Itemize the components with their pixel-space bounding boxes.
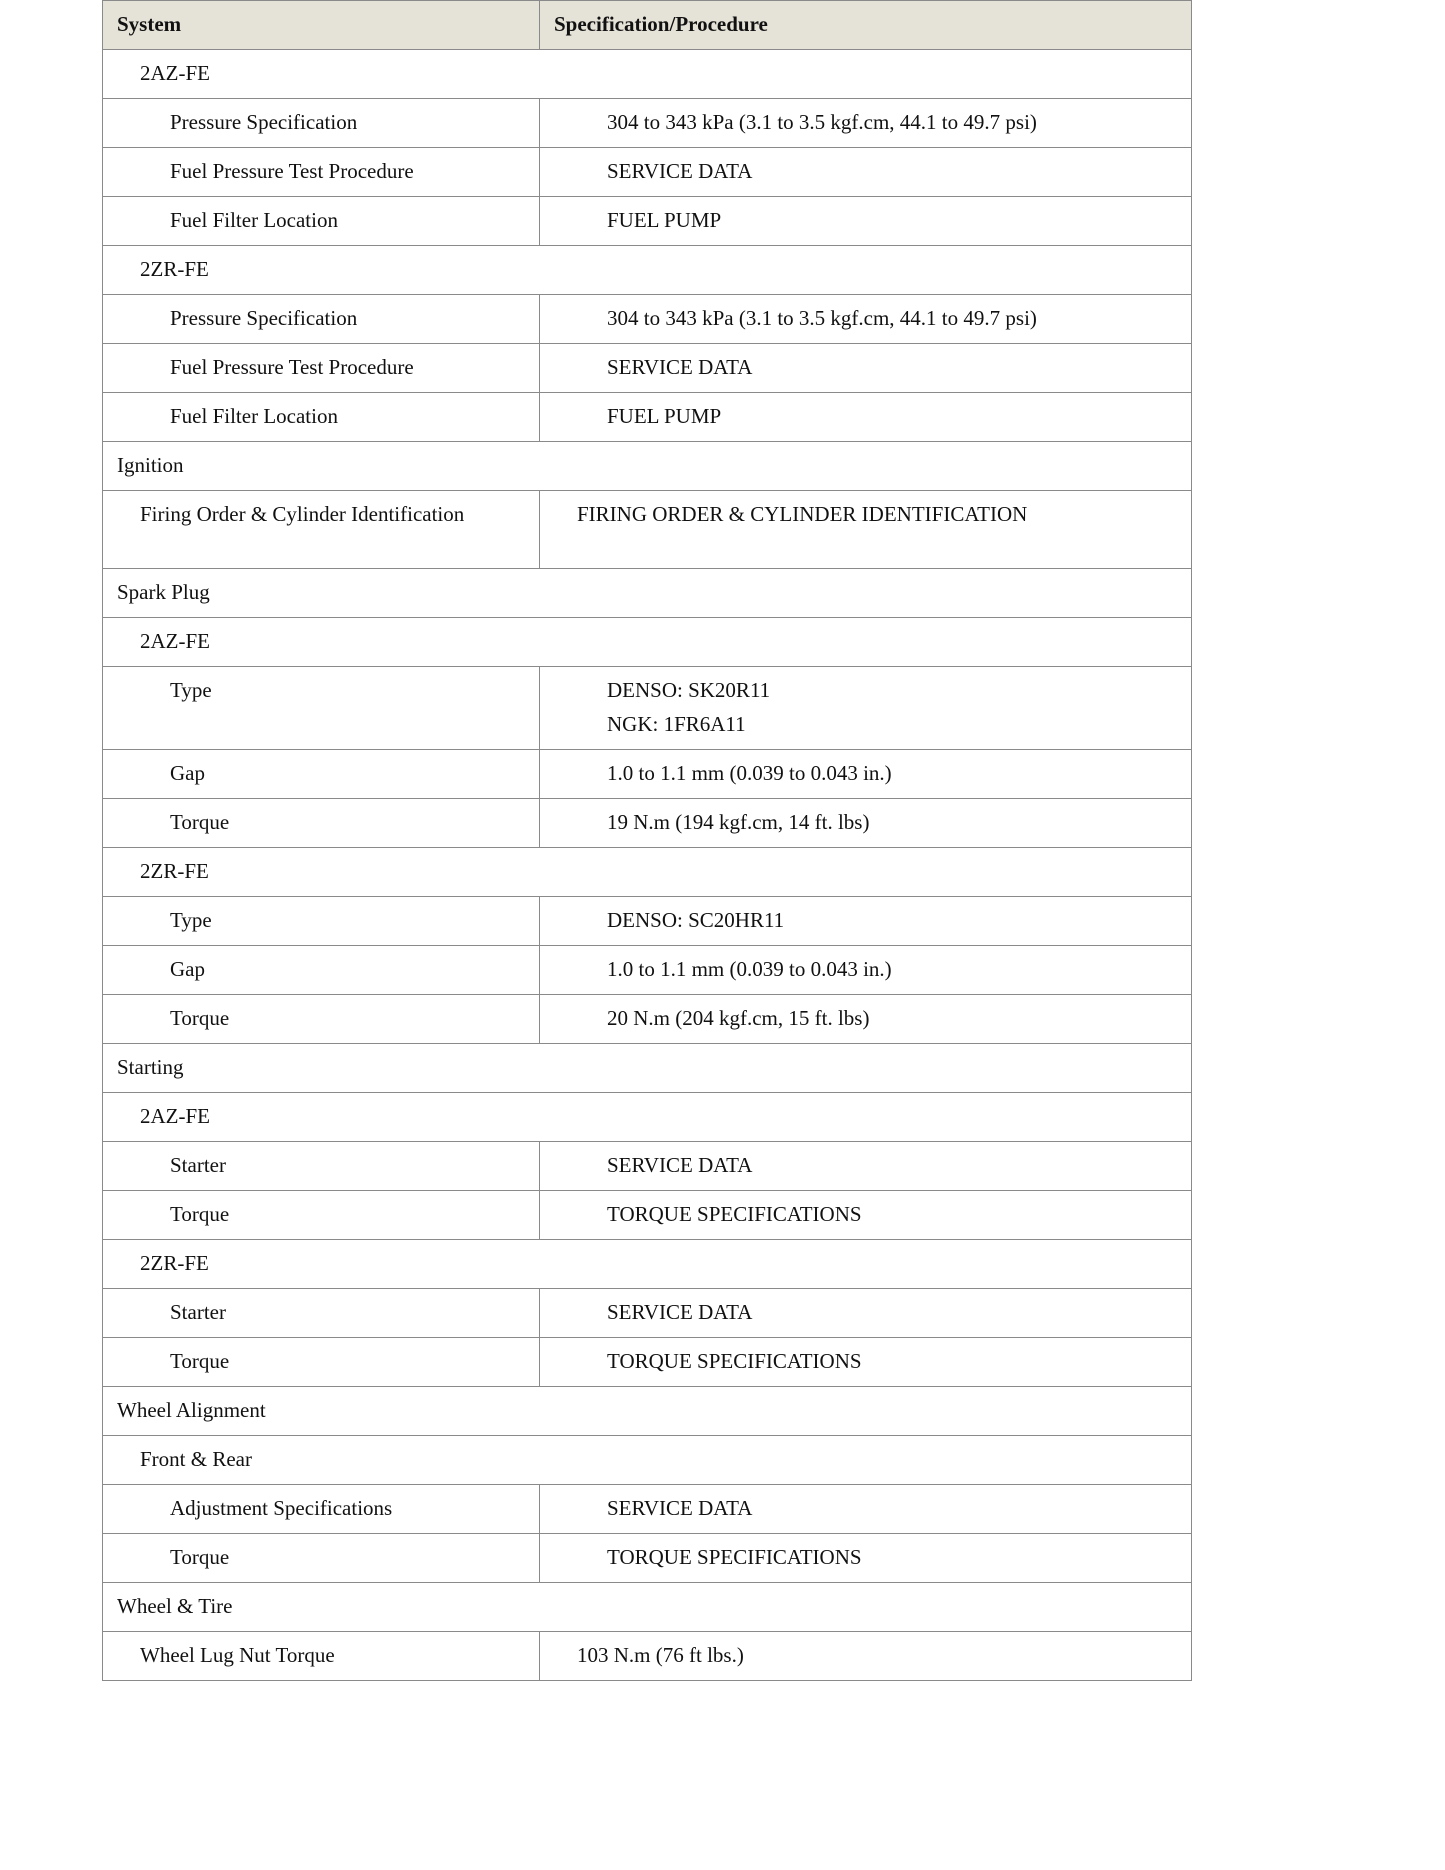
column-header-system: System <box>103 1 540 50</box>
section-heading-row <box>103 569 1192 618</box>
spec-cell <box>540 799 1192 848</box>
spec-value: FIRING ORDER & CYLINDER IDENTIFICATION <box>577 502 1028 526</box>
spec-cell <box>540 667 1192 750</box>
section-heading-row <box>103 1387 1192 1436</box>
section-heading: 2ZR-FE <box>103 848 1192 897</box>
spec-cell <box>540 1632 1192 1681</box>
spec-value: 304 to 343 kPa (3.1 to 3.5 kgf.cm, 44.1 to 49.7 psi) <box>607 110 1037 134</box>
table-row <box>103 946 1192 995</box>
section-heading-row <box>103 1240 1192 1289</box>
spec-value: 19 N.m (194 kgf.cm, 14 ft. lbs) <box>607 810 870 834</box>
spec-value: SERVICE DATA <box>607 1300 753 1324</box>
spec-value: 1.0 to 1.1 mm (0.039 to 0.043 in.) <box>607 957 892 981</box>
table-row <box>103 1289 1192 1338</box>
system-cell: Torque <box>103 1534 540 1583</box>
system-cell: Fuel Pressure Test Procedure <box>103 148 540 197</box>
spec-cell <box>540 995 1192 1044</box>
spec-cell <box>540 99 1192 148</box>
spec-cell <box>540 1191 1192 1240</box>
system-cell: Adjustment Specifications <box>103 1485 540 1534</box>
spec-cell <box>540 750 1192 799</box>
spec-value: FUEL PUMP <box>607 208 722 232</box>
section-heading-row <box>103 1583 1192 1632</box>
section-heading: 2AZ-FE <box>103 50 1192 99</box>
spec-cell <box>540 491 1192 569</box>
spec-value: FUEL PUMP <box>607 404 722 428</box>
spec-value: 1.0 to 1.1 mm (0.039 to 0.043 in.) <box>607 761 892 785</box>
table-row <box>103 197 1192 246</box>
spec-value: SERVICE DATA <box>607 159 753 183</box>
spec-value: 103 N.m (76 ft lbs.) <box>577 1643 744 1667</box>
table-row <box>103 1142 1192 1191</box>
spec-cell <box>540 393 1192 442</box>
spec-cell <box>540 295 1192 344</box>
spec-value: TORQUE SPECIFICATIONS <box>607 1349 862 1373</box>
table-row <box>103 1534 1192 1583</box>
section-heading: Ignition <box>103 442 1192 491</box>
spec-value: TORQUE SPECIFICATIONS <box>607 1545 862 1569</box>
system-cell: Torque <box>103 995 540 1044</box>
section-heading: 2ZR-FE <box>103 246 1192 295</box>
section-heading: Starting <box>103 1044 1192 1093</box>
table-row <box>103 344 1192 393</box>
column-header-spec: Specification/Procedure <box>540 1 1192 50</box>
spec-value: NGK: 1FR6A11 <box>607 712 746 736</box>
system-cell: Gap <box>103 750 540 799</box>
table-row <box>103 1632 1192 1681</box>
spec-value: SERVICE DATA <box>607 1496 753 1520</box>
spec-value: 304 to 343 kPa (3.1 to 3.5 kgf.cm, 44.1 to 49.7 psi) <box>607 306 1037 330</box>
spec-value: SERVICE DATA <box>607 1153 753 1177</box>
table-row <box>103 1191 1192 1240</box>
table-row <box>103 995 1192 1044</box>
spec-cell <box>540 344 1192 393</box>
spec-value: DENSO: SC20HR11 <box>607 908 785 932</box>
spec-cell <box>540 897 1192 946</box>
spec-table <box>102 0 1192 1681</box>
system-cell: Wheel Lug Nut Torque <box>103 1632 540 1681</box>
system-cell: Fuel Filter Location <box>103 393 540 442</box>
section-heading: 2AZ-FE <box>103 1093 1192 1142</box>
system-cell: Pressure Specification <box>103 99 540 148</box>
table-row <box>103 897 1192 946</box>
table-row <box>103 1485 1192 1534</box>
section-heading: 2AZ-FE <box>103 618 1192 667</box>
system-cell: Torque <box>103 799 540 848</box>
spec-value: DENSO: SK20R11 <box>607 678 771 702</box>
system-cell: Type <box>103 897 540 946</box>
system-cell: Fuel Filter Location <box>103 197 540 246</box>
spec-cell <box>540 197 1192 246</box>
section-heading-row <box>103 442 1192 491</box>
system-cell: Type <box>103 667 540 750</box>
table-row <box>103 799 1192 848</box>
section-heading-row <box>103 50 1192 99</box>
spec-cell <box>540 946 1192 995</box>
section-heading: Spark Plug <box>103 569 1192 618</box>
table-row <box>103 148 1192 197</box>
system-cell: Torque <box>103 1338 540 1387</box>
section-heading-row <box>103 848 1192 897</box>
system-cell: Torque <box>103 1191 540 1240</box>
section-heading: Wheel & Tire <box>103 1583 1192 1632</box>
spec-value: 20 N.m (204 kgf.cm, 15 ft. lbs) <box>607 1006 870 1030</box>
table-row <box>103 295 1192 344</box>
table-row <box>103 667 1192 750</box>
section-heading-row <box>103 246 1192 295</box>
table-row <box>103 99 1192 148</box>
table-row <box>103 750 1192 799</box>
system-cell: Starter <box>103 1142 540 1191</box>
section-heading-row <box>103 1436 1192 1485</box>
table-row <box>103 1338 1192 1387</box>
section-heading: Wheel Alignment <box>103 1387 1192 1436</box>
spec-cell <box>540 148 1192 197</box>
section-heading-row <box>103 1093 1192 1142</box>
section-heading-row <box>103 618 1192 667</box>
spec-value: TORQUE SPECIFICATIONS <box>607 1202 862 1226</box>
system-cell: Pressure Specification <box>103 295 540 344</box>
section-heading: 2ZR-FE <box>103 1240 1192 1289</box>
spec-value: SERVICE DATA <box>607 355 753 379</box>
system-cell: Firing Order & Cylinder Identification <box>103 491 540 569</box>
spec-cell <box>540 1289 1192 1338</box>
system-cell: Fuel Pressure Test Procedure <box>103 344 540 393</box>
section-heading: Front & Rear <box>103 1436 1192 1485</box>
system-cell: Starter <box>103 1289 540 1338</box>
table-body <box>103 50 1192 1681</box>
table-header-row <box>103 1 1192 50</box>
spec-cell <box>540 1485 1192 1534</box>
spec-cell <box>540 1534 1192 1583</box>
spec-cell <box>540 1338 1192 1387</box>
spec-cell <box>540 1142 1192 1191</box>
table-row <box>103 491 1192 569</box>
table-row <box>103 393 1192 442</box>
section-heading-row <box>103 1044 1192 1093</box>
system-cell: Gap <box>103 946 540 995</box>
